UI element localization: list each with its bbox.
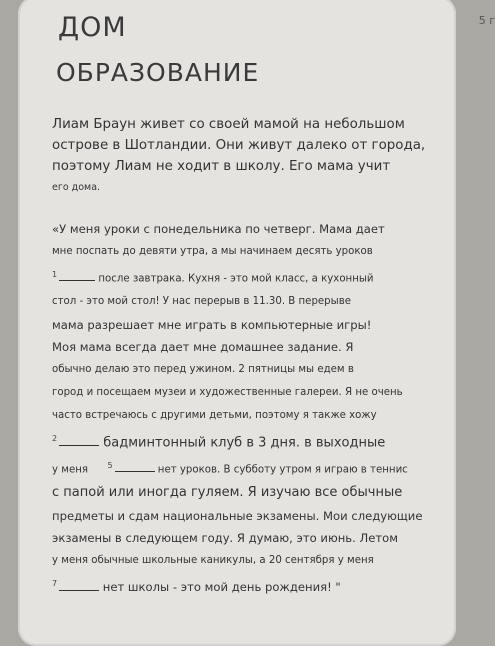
blank-number: 1 <box>52 269 58 279</box>
blank-number: 7 <box>52 579 58 589</box>
fill-blank-2[interactable] <box>59 434 99 446</box>
story-line <box>52 428 452 455</box>
fill-blank-1[interactable] <box>59 269 95 281</box>
story-text: после завтрака. Кухня - это мой класс, а кухонный <box>98 272 374 284</box>
story-line <box>52 264 452 291</box>
intro-line: его дома. <box>52 182 101 193</box>
story-text: нет школы - это мой день рождения! " <box>102 579 341 594</box>
story-line: мне поспать до девяти утра, а мы начинаем десять уроков <box>52 245 373 257</box>
story-line: «У меня уроки с понедельника по четверг. Мама дает <box>52 222 385 236</box>
story-line: с папой или иногда гуляем. Я изучаю все обычные <box>52 484 403 500</box>
story-line: экзамены в следующем году. Я думаю, это июнь. Летом <box>52 531 398 546</box>
story-line: предметы и сдам национальные экзамены. Мои следующие <box>52 508 423 523</box>
blank-number: 5 <box>107 460 113 470</box>
story-line: город и посещаем музеи и художественные галереи. Я не очень <box>52 386 403 398</box>
title-home: ДОМ <box>58 12 127 43</box>
story-text: нет уроков. В субботу утром я играю в теннис <box>157 464 408 476</box>
story-line: у меня обычные школьные каникулы, а 20 сентября у меня <box>52 555 374 567</box>
story-line: мама разрешает мне играть в компьютерные игры! <box>52 317 372 332</box>
intro-paragraph <box>52 114 437 198</box>
story-text: бадминтонный клуб в 3 дня. в выходные <box>103 434 386 450</box>
fill-blank-7[interactable] <box>59 579 99 591</box>
intro-line: острове в Шотландии. Они живут далеко от города, <box>52 138 426 153</box>
title-education: ОБРАЗОВАНИЕ <box>56 58 260 87</box>
story-text: у меня <box>52 464 89 476</box>
story-line: Моя мама всегда дает мне домашнее задание. Я <box>52 340 354 355</box>
blank-number: 2 <box>52 433 58 443</box>
intro-line: Лиам Браун живет со своей мамой на небольшом <box>52 117 405 132</box>
story-paragraph <box>52 218 452 599</box>
story-line: стол - это мой стол! У нас перерыв в 11.30. В перерыве <box>52 295 351 307</box>
story-line <box>52 455 452 482</box>
page-number: 5 г <box>478 14 495 27</box>
intro-line: поэтому Лиам не ходит в школу. Его мама учит <box>52 159 391 174</box>
story-line: часто встречаюсь с другими детьми, поэтому я также хожу <box>52 409 377 421</box>
story-line: обычно делаю это перед ужином. 2 пятницы мы едем в <box>52 364 354 376</box>
worksheet-page <box>18 0 456 646</box>
story-line <box>52 573 452 599</box>
fill-blank-5[interactable] <box>115 460 155 472</box>
